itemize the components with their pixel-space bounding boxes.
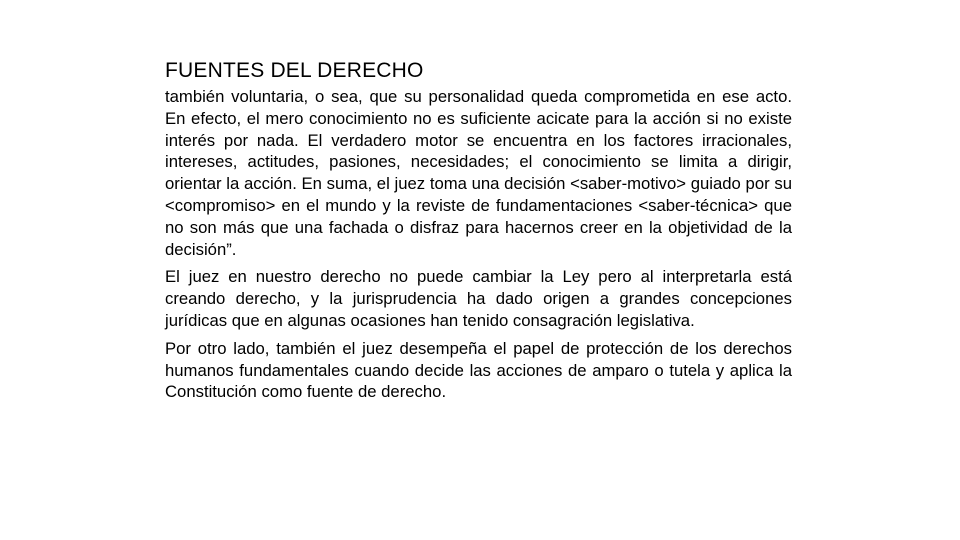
slide-body bbox=[165, 86, 792, 403]
paragraph-3: Por otro lado, también el juez desempeña el papel de protección de los derechos humanos fundamentales cuando decide las acciones de amparo o tutela y aplica la Constitución como fuente de derecho. bbox=[165, 338, 792, 402]
paragraph-2: El juez en nuestro derecho no puede cambiar la Ley pero al interpretarla está creando derecho, y la jurisprudencia ha dado origen a grandes concepciones jurídicas que en algunas ocasiones han tenido consagración legislativa. bbox=[165, 267, 792, 330]
paragraph-1: también voluntaria, o sea, que su personalidad queda comprometida en ese acto. En efecto, el mero conocimiento no es suficiente acicate para la acción si no existe interés por nada. El verdadero motor se encuentra en los factores irracionales, intereses, actitudes, pasiones, necesidades; el conocimiento se limita a dirigir, orientar la acción. En suma, el juez toma una decisión <saber-motivo> guiado por su <compromiso> en el mundo y la reviste de fundamentaciones <saber-técnica> que no son más que una fachada o disfraz para hacernos creer en la objetividad de la decisión”. bbox=[165, 87, 792, 259]
slide-title: FUENTES DEL DERECHO bbox=[165, 59, 424, 82]
